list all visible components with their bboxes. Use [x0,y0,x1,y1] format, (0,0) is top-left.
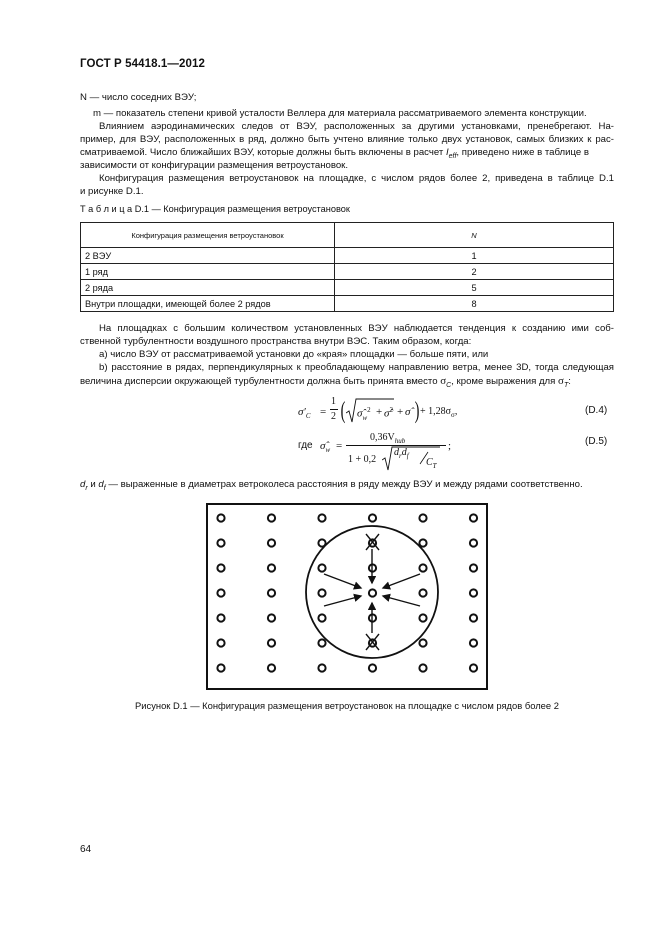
turbine-marker [217,539,224,546]
list-item-b-line-2 [80,375,614,393]
d4-tail-sub: σ [451,411,455,419]
list-item-b-line-1: b) расстояние в рядах, перпендикулярных к преобладающему направлению ветра, менее 3D, тогда следующая [99,362,614,373]
paragraph-1-line-2: пример, для ВЭУ, расположенных в ряд, должно быть учтено влияние только двух установок, самых близких к рас- [80,134,614,145]
d5-df: d [401,447,407,458]
d5-lhs: σ̂ [320,440,326,452]
d4-frac-den: 2 [331,411,336,422]
d5-dr-sub: r [399,452,402,460]
turbine-marker [470,589,477,596]
table-row [81,264,614,280]
d4-lhs: σ′ [298,406,306,418]
table-cell-n: 5 [335,280,614,296]
d4-frac-bar [330,409,338,410]
turbine-marker [419,589,426,596]
d4-sub-w: w [362,413,368,422]
table-cell-n: 2 [335,264,614,280]
turbine-marker [369,589,376,596]
df-subscript: f [103,484,106,492]
paragraph-1-line-4: зависимости от конфигурации размещения ветроустановок. [80,160,349,171]
d4-comma: , [454,406,458,417]
turbine-marker [217,664,224,671]
d4-tail: + 1,28σ [420,406,452,417]
turbine-marker [419,639,426,646]
paragraph-3-line-1: На площадках с большим количеством установленных ВЭУ наблюдается тенденция к созданию ими соб- [99,323,614,334]
table-cell-config: 2 ВЭУ [81,248,335,264]
table-header-config: Конфигурация размещения ветроустановок [81,223,335,248]
distance-definition-text: — выраженные в диаметрах ветроколеса расстояния в ряду между ВЭУ и между рядами соответственно. [105,479,583,490]
d4-sigma-w: σ̂ [357,407,363,420]
turbine-marker [318,639,325,646]
wind-farm-figure [206,503,488,690]
turbine-marker [268,564,275,571]
turbine-marker [470,639,477,646]
turbine-marker [419,614,426,621]
sigma-c-symbol: σ [440,375,447,387]
turbine-marker [217,614,224,621]
turbine-marker [217,639,224,646]
d5-prefix: где [298,440,313,451]
d5-ct: C [426,457,433,468]
d4-square-2: 2 [389,406,393,414]
turbine-marker [217,564,224,571]
turbine-marker [318,614,325,621]
equation-d4 [298,396,468,430]
paragraph-1-line-3-text: сматриваемой. Число ближайших ВЭУ, которые должны быть включены в расчет [80,147,446,158]
table-header-n: N [335,223,614,248]
list-item-a: а) число ВЭУ от рассматриваемой установки до «края» площадки — больше пяти, или [99,349,489,360]
turbine-marker [318,564,325,571]
turbine-marker [419,664,426,671]
turbine-marker [217,514,224,521]
d4-sigma-2: σ̂ [405,406,411,418]
table-caption: Т а б л и ц а D.1 — Конфигурация размещения ветроустановок [80,204,350,214]
turbine-marker [318,664,325,671]
figure-caption: Рисунок D.1 — Конфигурация размещения ветроустановок на площадке с числом рядов более 2 [135,700,559,711]
turbine-marker [268,514,275,521]
d4-left-paren: ( [340,398,346,424]
turbine-marker [470,614,477,621]
table-cell-config: 1 ряд [81,264,335,280]
d5-dr: d [394,447,399,458]
turbine-marker [318,514,325,521]
d4-sigma: σ̂ [384,407,390,420]
table-cell-n: 1 [335,248,614,264]
turbine-marker [268,639,275,646]
distance-definition [80,479,614,496]
sigma-t-symbol: σ [558,375,564,387]
turbine-marker [268,539,275,546]
table-row [81,280,614,296]
paragraph-1-line-1: Влиянием аэродинамических следов от ВЭУ, расположенных за другими установками, пренебрегают. На- [99,121,614,132]
d5-denominator-a: 1 + 0,2 [348,454,377,465]
table-cell-config: 2 ряда [81,280,335,296]
sigma-t-subscript: T [563,381,569,389]
table-cell-n: 8 [335,296,614,312]
d4-frac-num: 1 [331,396,336,407]
paragraph-1-line-3-tail: , приведено ниже в таблице в [456,147,589,158]
equation-d4-number: (D.4) [585,405,608,416]
document-header: ГОСТ Р 54418.1—2012 [80,58,205,70]
equation-d5-number: (D.5) [585,436,608,447]
turbine-marker [470,514,477,521]
turbine-marker [217,589,224,596]
turbine-marker [318,539,325,546]
turbine-marker [419,514,426,521]
dr-symbol: d [80,479,86,490]
table-cell-config: Внутри площадки, имеющей более 2 рядов [81,296,335,312]
d4-lhs-sub: C [305,412,311,421]
list-item-b-colon: : [568,376,571,387]
turbine-marker [470,564,477,571]
dr-subscript: r [85,484,88,492]
d5-equals: = [336,440,343,452]
definition-n: N — число соседних ВЭУ; [80,92,197,103]
d5-lhs-sub: w [325,446,331,455]
sigma-c-subscript: C [446,381,452,389]
d5-numerator-sub: hub [394,437,406,445]
list-item-b-mid: , кроме выражения для [451,376,559,387]
turbine-marker [268,614,275,621]
turbine-marker [419,539,426,546]
i-eff-symbol: I [445,147,449,158]
turbine-marker [318,589,325,596]
i-eff-subscript: eff [448,152,457,160]
table-row [81,296,614,312]
turbine-marker [470,664,477,671]
d5-semicolon: ; [448,440,452,452]
d4-square: 2 [367,406,371,414]
page-number: 64 [80,844,92,855]
turbine-marker [268,664,275,671]
equation-d5 [298,432,458,474]
table-row [81,248,614,264]
dist-and: и [87,479,99,490]
d5-numerator: 0,36V [370,432,395,443]
turbine-marker [268,589,275,596]
configuration-table [80,222,614,312]
paragraph-2-line-1: Конфигурация размещения ветроустановок на площадке, с числом рядов более 2, приведена в таблице D.1 [99,173,614,184]
turbine-marker [419,564,426,571]
turbine-marker [369,514,376,521]
d4-equals: = [320,406,327,418]
table-header-row [81,223,614,248]
definition-m: m — показатель степени кривой усталости Веллера для материала рассматриваемого элемента конструкции. [93,108,587,119]
df-symbol: d [98,479,104,490]
paragraph-3-line-2: ственной турбулентности воздушного пространства внутри ВЭС. Таким образом, когда: [80,336,472,347]
list-item-b-text: величина дисперсии окружающей турбулентности должна быть принята вместо [80,376,441,387]
d4-right-paren: ) [414,398,420,424]
paragraph-2-line-2: и рисунке D.1. [80,186,144,197]
turbine-marker [470,539,477,546]
d5-ct-sub: T [432,462,437,470]
d4-plus-2: + [397,406,404,418]
turbine-marker [369,664,376,671]
d4-plus: + [376,406,383,418]
d5-df-sub: f [406,452,409,460]
